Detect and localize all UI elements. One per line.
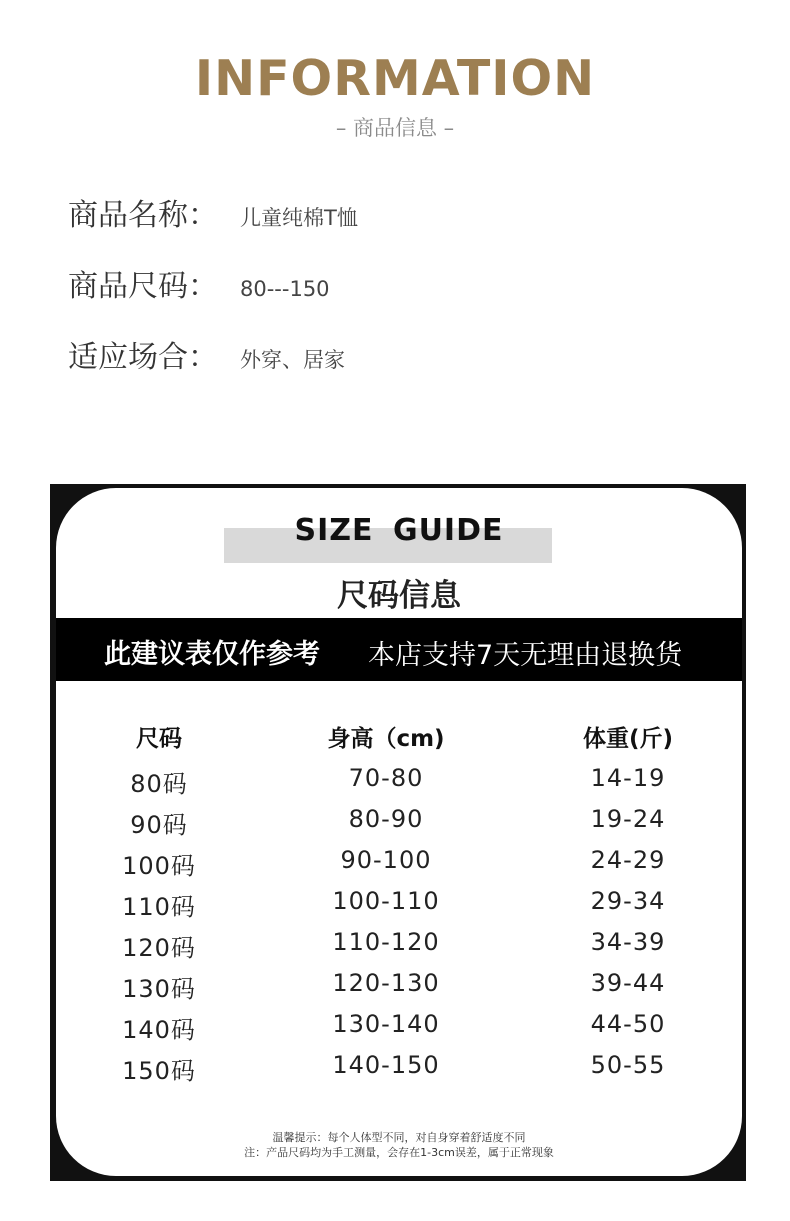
- cell-size: 100码: [122, 852, 196, 880]
- cell-weight: 50-55: [590, 1051, 666, 1079]
- info-row-size: [68, 261, 330, 305]
- size-guide-title-cn: 尺码信息: [337, 578, 461, 614]
- cell-size: 120码: [122, 934, 196, 962]
- info-row-occasion: [68, 332, 345, 376]
- info-value-occasion: 外穿、居家: [240, 348, 345, 372]
- info-label-occasion: 适应场合：: [68, 340, 218, 375]
- note-measurement: 注：产品尺码均为手工测量，会存在1-3cm误差，属于正常现象: [244, 1146, 554, 1159]
- cell-weight: 19-24: [590, 805, 666, 833]
- size-guide-card: [56, 488, 742, 1176]
- info-label-size: 商品尺码：: [68, 269, 218, 304]
- header-subtitle: – 商品信息 –: [335, 116, 455, 140]
- note-tip: 温馨提示：每个人体型不同，对自身穿着舒适度不同: [272, 1131, 526, 1144]
- notice-bar: [56, 618, 742, 681]
- notice-reference: 此建议表仅作参考: [104, 639, 320, 670]
- column-header-weight: 体重(斤): [582, 726, 674, 752]
- cell-height: 70-80: [348, 764, 424, 792]
- cell-height: 80-90: [348, 805, 424, 833]
- column-header-size: 尺码: [136, 726, 182, 752]
- cell-weight: 29-34: [590, 887, 666, 915]
- cell-size: 140码: [122, 1016, 196, 1044]
- header-title: INFORMATION: [194, 50, 596, 107]
- cell-size: 90码: [130, 811, 188, 839]
- cell-size: 150码: [122, 1057, 196, 1085]
- column-header-height: 身高（cm): [327, 726, 445, 752]
- cell-weight: 24-29: [590, 846, 666, 874]
- cell-height: 130-140: [332, 1010, 440, 1038]
- cell-size: 110码: [122, 893, 196, 921]
- cell-height: 110-120: [332, 928, 440, 956]
- cell-weight: 34-39: [590, 928, 666, 956]
- cell-weight: 14-19: [590, 764, 666, 792]
- info-value-name: 儿童纯棉T恤: [240, 206, 358, 230]
- cell-height: 90-100: [340, 846, 432, 874]
- cell-height: 100-110: [332, 887, 440, 915]
- size-guide-title: SIZE GUIDE: [294, 513, 504, 548]
- info-value-size: 80---150: [240, 277, 330, 301]
- notice-return-policy: 本店支持7天无理由退换货: [368, 640, 683, 671]
- cell-height: 120-130: [332, 969, 440, 997]
- info-label-name: 商品名称：: [68, 198, 218, 233]
- info-row-name: [68, 190, 358, 234]
- cell-size: 130码: [122, 975, 196, 1003]
- cell-weight: 39-44: [590, 969, 666, 997]
- cell-weight: 44-50: [590, 1010, 666, 1038]
- cell-height: 140-150: [332, 1051, 440, 1079]
- cell-size: 80码: [130, 770, 188, 798]
